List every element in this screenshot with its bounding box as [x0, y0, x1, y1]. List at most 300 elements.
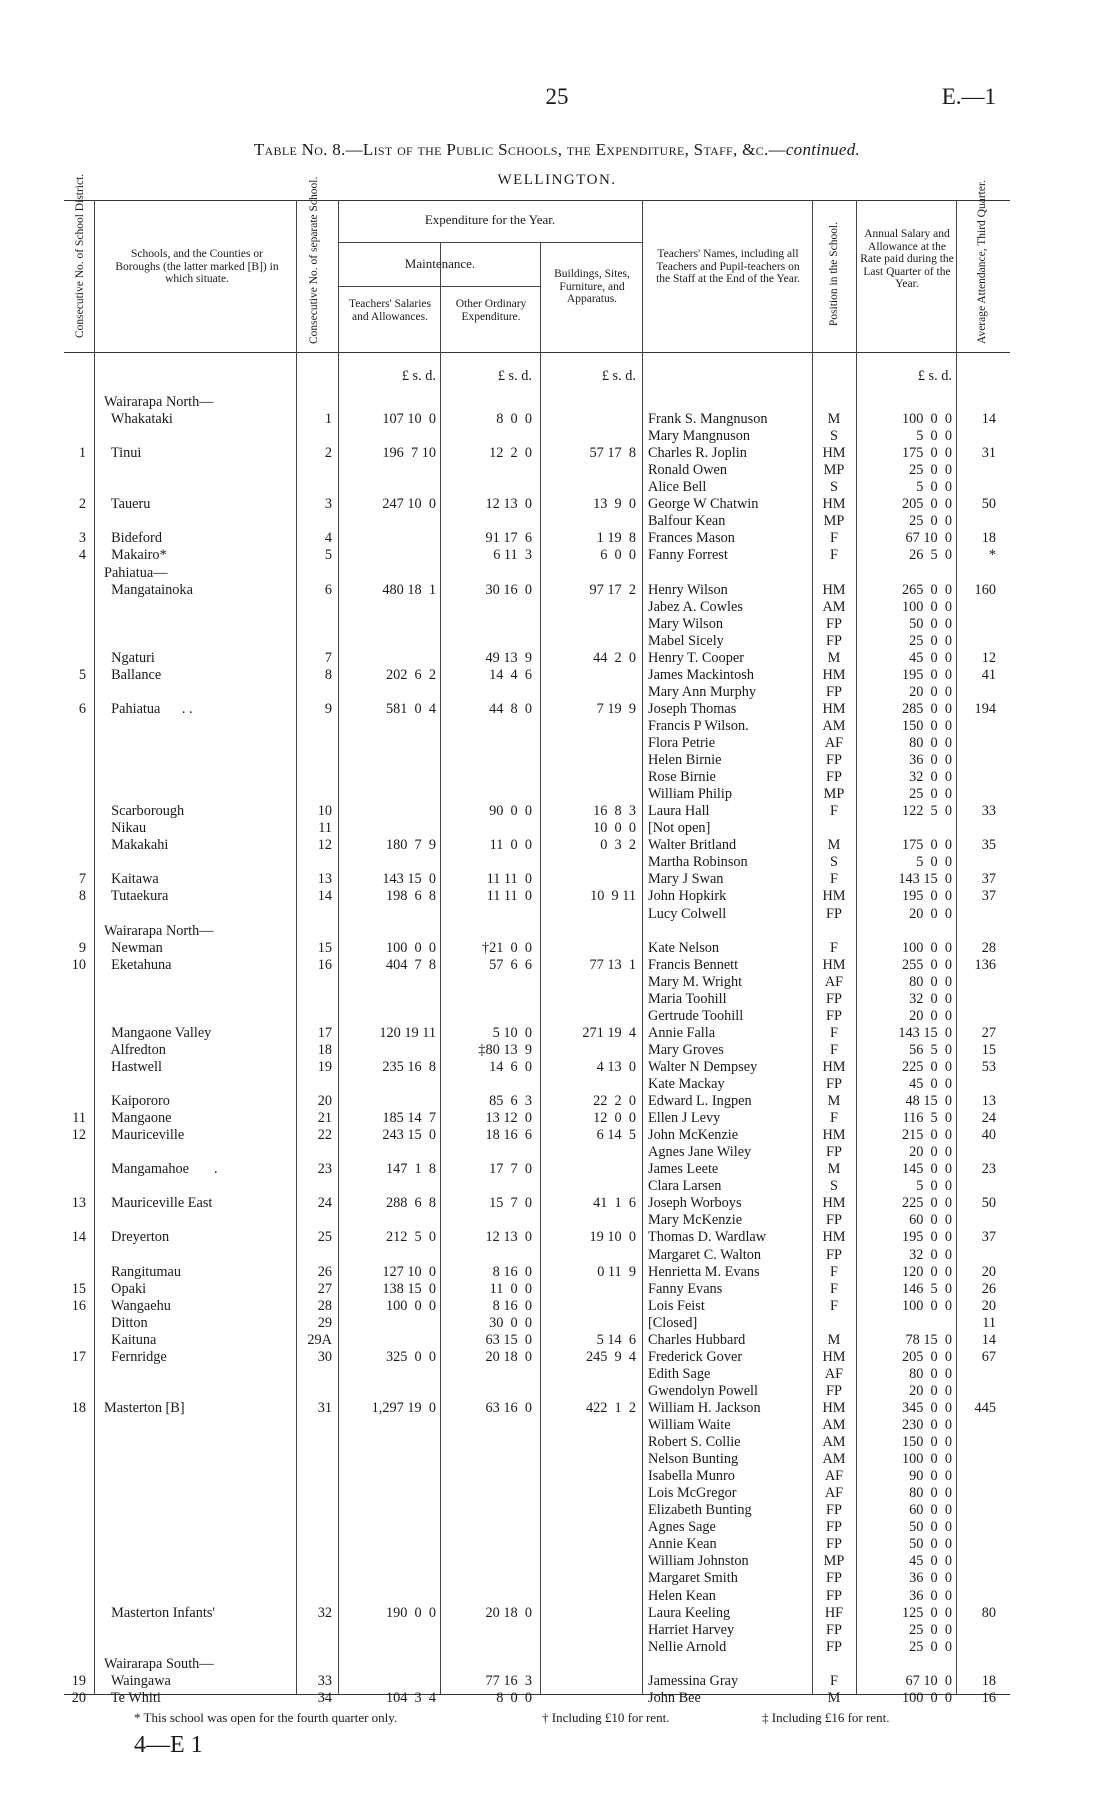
cell-teacher: George W Chatwin: [648, 496, 759, 513]
cell-other: 17 7 0: [489, 1161, 532, 1178]
cell-att: 12: [981, 649, 996, 666]
cell-dist: 13: [71, 1195, 86, 1212]
cell-pos: F: [830, 1280, 838, 1297]
cell-pos: F: [830, 1041, 838, 1058]
cell-ann: 100 0 0: [901, 939, 952, 956]
cell-other: 30 16 0: [485, 581, 532, 598]
cell-bldg: 77 13 1: [589, 956, 636, 973]
table-row: [0, 650, 1114, 667]
cell-pos: AM: [822, 1417, 846, 1433]
cell-ann: 5 0 0: [916, 479, 952, 496]
cell-ann: 5 0 0: [916, 854, 952, 871]
cell-school: Taueru: [104, 496, 151, 513]
cell-att: *: [988, 547, 996, 564]
cell-dist: 1: [78, 445, 86, 462]
cell-other: †21 0 0: [481, 939, 532, 956]
cell-dist: 14: [71, 1229, 86, 1246]
table-row: [0, 530, 1114, 547]
unit-annual: £ s. d.: [917, 368, 952, 384]
cell-sal: 288 6 8: [385, 1195, 436, 1212]
cell-pos: FP: [826, 1076, 842, 1092]
table-row: [0, 1485, 1114, 1502]
cell-ann: 122 5 0: [901, 803, 952, 820]
cell-no: 11: [318, 820, 332, 837]
cell-ann: 230 0 0: [901, 1417, 952, 1433]
cell-att: 20: [981, 1297, 996, 1314]
table-row: [0, 854, 1114, 871]
cell-ann: 25 0 0: [909, 1638, 952, 1655]
cell-ann: 80 0 0: [909, 973, 952, 990]
cell-att: 11: [982, 1314, 996, 1331]
cell-teacher: Elizabeth Bunting: [648, 1502, 752, 1519]
cell-ann: 100 0 0: [901, 411, 952, 428]
cell-bldg: 44 2 0: [593, 649, 636, 666]
cell-att: 160: [974, 581, 996, 598]
cell-other: 85 6 3: [489, 1093, 532, 1110]
table-row: [0, 701, 1114, 718]
header-other: Other Ordinary Expenditure.: [455, 298, 527, 323]
cell-pos: FP: [826, 632, 842, 649]
cell-no: 32: [317, 1604, 332, 1621]
cell-bldg: 0 11 9: [597, 1263, 636, 1280]
header-expenditure: Expenditure for the Year.: [424, 212, 556, 227]
cell-pos: M: [827, 649, 841, 666]
cell-sal: 100 0 0: [385, 939, 436, 956]
cell-teacher: Lois McGregor: [648, 1485, 737, 1502]
cell-teacher: Walter Britland: [648, 837, 737, 854]
cell-teacher: William Waite: [648, 1417, 731, 1433]
table-title-continued: continued.: [785, 140, 861, 159]
cell-no: 12: [317, 837, 332, 854]
cell-pos: FP: [826, 615, 842, 632]
cell-other: 11 11 0: [486, 888, 532, 905]
cell-dist: 20: [71, 1689, 86, 1706]
cell-pos: MP: [823, 513, 845, 530]
header-district: Consecutive No. of School District.: [74, 173, 86, 338]
table-row: [0, 633, 1114, 650]
table-row: [0, 1008, 1114, 1025]
table-row: [0, 1417, 1114, 1434]
cell-ann: 56 5 0: [909, 1041, 952, 1058]
page-number: 25: [545, 84, 569, 109]
cell-teacher: Martha Robinson: [648, 854, 748, 871]
cell-teacher: Ronald Owen: [648, 462, 728, 479]
cell-pos: F: [830, 1110, 838, 1127]
table-row: [0, 1536, 1114, 1553]
table-row: [0, 803, 1114, 820]
table-row: [0, 1076, 1114, 1093]
table-top-rule: [64, 200, 1010, 201]
cell-teacher: Flora Petrie: [648, 735, 716, 751]
cell-pos: HM: [822, 445, 846, 462]
cell-bldg: 245 9 4: [585, 1348, 636, 1365]
cell-pos: F: [830, 1297, 838, 1314]
cell-no: 22: [317, 1127, 332, 1144]
cell-att: 16: [981, 1689, 996, 1706]
table-row: [0, 1451, 1114, 1468]
cell-other: 63 15 0: [485, 1331, 532, 1348]
cell-ann: 20 0 0: [909, 905, 952, 922]
cell-pos: AM: [822, 1434, 846, 1451]
cell-teacher: Frederick Gover: [648, 1348, 743, 1365]
header-annual: Annual Salary and Allowance at the Rate paid during the Last Quarter of the Year.: [860, 228, 954, 290]
table-row: [0, 1195, 1114, 1212]
cell-teacher: Mary Wilson: [648, 615, 724, 632]
table-row: [0, 1383, 1114, 1400]
cell-pos: F: [830, 939, 838, 956]
cell-teacher: Helen Birnie: [648, 752, 722, 769]
cell-teacher: Gwendolyn Powell: [648, 1382, 758, 1399]
cell-teacher: Balfour Kean: [648, 513, 726, 530]
expenditure-rule: [338, 242, 642, 243]
cell-ann: 205 0 0: [901, 496, 952, 513]
cell-att: 194: [974, 700, 996, 717]
cell-ann: 32 0 0: [909, 990, 952, 1007]
cell-ann: 80 0 0: [909, 1365, 952, 1382]
cell-teacher: Charles R. Joplin: [648, 445, 747, 462]
cell-att: 28: [981, 939, 996, 956]
cell-teacher: Margaret Smith: [648, 1570, 738, 1587]
cell-att: 15: [981, 1041, 996, 1058]
cell-ann: 50 0 0: [909, 615, 952, 632]
cell-school: Fernridge: [104, 1348, 167, 1365]
cell-teacher: Laura Keeling: [648, 1604, 731, 1621]
cell-ann: 36 0 0: [909, 1570, 952, 1587]
table-row: [0, 428, 1114, 445]
cell-pos: FP: [826, 752, 842, 769]
cell-ann: 175 0 0: [901, 445, 952, 462]
table-row: [0, 1042, 1114, 1059]
cell-sal: 143 15 0: [382, 871, 436, 888]
cell-other: 8 16 0: [492, 1297, 532, 1314]
cell-ann: 67 10 0: [905, 1672, 952, 1689]
cell-bldg: 0 3 2: [600, 837, 636, 854]
cell-pos: AM: [822, 1451, 846, 1468]
cell-teacher: Mary J Swan: [648, 871, 724, 888]
cell-ann: 5 0 0: [916, 428, 952, 445]
cell-other: 20 18 0: [485, 1348, 532, 1365]
cell-pos: FP: [826, 1536, 842, 1553]
cell-att: 18: [981, 530, 996, 547]
cell-att: 26: [981, 1280, 996, 1297]
cell-sal: 480 18 1: [382, 581, 436, 598]
table-row: [0, 1178, 1114, 1195]
cell-teacher: Henrietta M. Evans: [648, 1263, 760, 1280]
cell-dist: 18: [71, 1399, 86, 1416]
cell-ann: 225 0 0: [901, 1195, 952, 1212]
footnote-star: * This school was open for the fourth quarter only.: [134, 1710, 398, 1725]
cell-att: 37: [981, 888, 996, 905]
cell-ann: 195 0 0: [901, 1229, 952, 1246]
cell-other: 11 0 0: [489, 1280, 532, 1297]
table-row: [0, 1144, 1114, 1161]
cell-bldg: 422 1 2: [585, 1399, 636, 1416]
cell-ann: 25 0 0: [909, 513, 952, 530]
cell-sal: 107 10 0: [382, 411, 436, 428]
cell-teacher: Rose Birnie: [648, 769, 716, 786]
cell-pos: F: [830, 803, 838, 820]
table-row: [0, 786, 1114, 803]
cell-school: Wangaehu: [104, 1297, 171, 1314]
cell-pos: AF: [824, 973, 844, 990]
cell-sal: 190 0 0: [385, 1604, 436, 1621]
cell-dist: 6: [78, 700, 86, 717]
table-row: [0, 1110, 1114, 1127]
table-row: [0, 547, 1114, 564]
cell-ann: 5 0 0: [916, 1178, 952, 1195]
cell-school: Alfredton: [104, 1041, 166, 1058]
cell-ann: 20 0 0: [909, 683, 952, 700]
cell-ann: 80 0 0: [909, 1485, 952, 1502]
cell-teacher: Mabel Sicely: [648, 632, 724, 649]
cell-att: 20: [981, 1263, 996, 1280]
table-row: [0, 1519, 1114, 1536]
header-schools: Schools, and the Counties or Boroughs (the latter marked [B]) in which situate.: [115, 248, 279, 285]
cell-teacher: Kate Mackay: [648, 1076, 725, 1092]
table-row: [0, 1570, 1114, 1587]
cell-pos: FP: [826, 1570, 842, 1587]
cell-bldg: 97 17 2: [589, 581, 636, 598]
cell-pos: M: [827, 1331, 841, 1348]
cell-att: 31: [981, 445, 996, 462]
cell-sal: 120 19 11: [379, 1024, 436, 1041]
cell-pos: M: [827, 1689, 841, 1706]
cell-teacher: John Hopkirk: [648, 888, 727, 905]
cell-sal: 104 3 4: [385, 1689, 436, 1706]
cell-teacher: Fanny Evans: [648, 1280, 723, 1297]
table-row: [0, 1212, 1114, 1229]
cell-teacher: Agnes Jane Wiley: [648, 1144, 752, 1161]
cell-sal: 147 1 8: [385, 1161, 436, 1178]
cell-other: 20 18 0: [485, 1604, 532, 1621]
cell-ann: 265 0 0: [901, 581, 952, 598]
cell-teacher: Joseph Thomas: [648, 700, 737, 717]
table-row: [0, 1588, 1114, 1605]
cell-ann: 80 0 0: [909, 735, 952, 751]
cell-att: 27: [981, 1024, 996, 1041]
cell-pos: HF: [824, 1604, 844, 1621]
cell-school: Whakataki: [104, 411, 173, 428]
cell-no: 2: [324, 445, 332, 462]
cell-pos: S: [830, 1178, 838, 1195]
cell-att: 53: [981, 1058, 996, 1075]
cell-dist: 12: [71, 1127, 86, 1144]
cell-att: 23: [981, 1161, 996, 1178]
cell-pos: MP: [823, 1553, 845, 1570]
page-reference: E.—1: [941, 84, 996, 109]
table-title: [0, 140, 1114, 160]
table-row: [0, 991, 1114, 1008]
cell-no: 5: [324, 547, 332, 564]
cell-pos: HM: [822, 700, 846, 717]
cell-att: 41: [981, 666, 996, 683]
cell-teacher: [Closed]: [648, 1314, 698, 1331]
cell-pos: F: [830, 1263, 838, 1280]
cell-teacher: Jabez A. Cowles: [648, 598, 743, 615]
cell-school: Rangitumau: [104, 1263, 182, 1280]
cell-att: 13: [981, 1093, 996, 1110]
cell-ann: 255 0 0: [901, 956, 952, 973]
cell-ann: 143 15 0: [898, 871, 952, 888]
cell-teacher: Mary M. Wright: [648, 973, 743, 990]
table-row: [0, 974, 1114, 991]
cell-sal: 100 0 0: [385, 1297, 436, 1314]
table-row: [0, 888, 1114, 905]
cell-school: Makakahi: [104, 837, 169, 854]
cell-pos: AF: [824, 1468, 844, 1485]
cell-att: 18: [981, 1672, 996, 1689]
cell-no: 21: [317, 1110, 332, 1127]
cell-teacher: Frances Mason: [648, 530, 735, 547]
cell-att: 40: [981, 1127, 996, 1144]
cell-ann: 125 0 0: [901, 1604, 952, 1621]
table-row: [0, 906, 1114, 923]
cell-sal: 325 0 0: [385, 1348, 436, 1365]
cell-pos: FP: [826, 1212, 842, 1229]
cell-teacher: Jamessina Gray: [648, 1672, 739, 1689]
cell-pos: S: [830, 428, 838, 445]
cell-bldg: 10 9 11: [590, 888, 636, 905]
cell-school: Mangamahoe .: [104, 1161, 218, 1178]
cell-ann: 195 0 0: [901, 888, 952, 905]
cell-pos: FP: [826, 1519, 842, 1536]
cell-pos: FP: [826, 905, 842, 922]
cell-no: 6: [324, 581, 332, 598]
cell-pos: FP: [826, 990, 842, 1007]
cell-teacher: Fanny Forrest: [648, 547, 728, 564]
cell-pos: S: [830, 854, 838, 871]
cell-school: Eketahuna: [104, 956, 172, 973]
cell-att: 37: [981, 871, 996, 888]
cell-pos: HM: [822, 1399, 846, 1416]
cell-teacher: John McKenzie: [648, 1127, 739, 1144]
cell-teacher: Francis P Wilson.: [648, 717, 749, 734]
cell-other: 18 16 6: [485, 1127, 532, 1144]
table-row: [0, 462, 1114, 479]
table-row: [0, 684, 1114, 701]
table-row: [0, 582, 1114, 599]
cell-pos: AF: [824, 1365, 844, 1382]
cell-no: 10: [317, 803, 332, 820]
cell-no: 30: [317, 1348, 332, 1365]
cell-school: Hastwell: [104, 1058, 162, 1075]
cell-school: Te Whiti: [104, 1689, 161, 1706]
cell-bldg: 6 14 5: [596, 1127, 636, 1144]
cell-pos: M: [827, 1161, 841, 1178]
cell-ann: 20 0 0: [909, 1144, 952, 1161]
table-header-rule: [64, 352, 1010, 353]
cell-dist: 7: [78, 871, 86, 888]
cell-pos: M: [827, 411, 841, 428]
cell-pos: F: [830, 1024, 838, 1041]
cell-dist: 15: [71, 1280, 86, 1297]
cell-att: 50: [981, 496, 996, 513]
cell-other: 49 13 9: [485, 649, 532, 666]
cell-pos: HM: [822, 1195, 846, 1212]
cell-other: 6 11 3: [493, 547, 532, 564]
cell-teacher: Frank S. Mangnuson: [648, 411, 768, 428]
cell-school: Bideford: [104, 530, 162, 547]
cell-other: 8 16 0: [492, 1263, 532, 1280]
table-row: [0, 1553, 1114, 1570]
cell-school: Newman: [104, 939, 163, 956]
cell-other: 30 0 0: [489, 1314, 532, 1331]
printer-signature: 4—E 1: [134, 1732, 203, 1758]
table-row: [0, 1690, 1114, 1707]
cell-teacher: Mary Groves: [648, 1041, 724, 1058]
cell-other: 11 0 0: [489, 837, 532, 854]
table-row: [0, 837, 1114, 854]
cell-no: 19: [317, 1058, 332, 1075]
cell-no: 27: [317, 1280, 332, 1297]
cell-sal: 247 10 0: [382, 496, 436, 513]
cell-bldg: 271 19 4: [582, 1024, 636, 1041]
cell-school: Mangaone Valley: [104, 1024, 212, 1041]
cell-no: 29: [317, 1314, 332, 1331]
cell-other: 15 7 0: [489, 1195, 532, 1212]
table-row: [0, 871, 1114, 888]
table-row: [0, 1127, 1114, 1144]
cell-teacher: William Johnston: [648, 1553, 749, 1570]
cell-other: 8 0 0: [496, 1689, 532, 1706]
table-row: [0, 1315, 1114, 1332]
cell-ann: 100 0 0: [901, 598, 952, 615]
cell-sal: 202 6 2: [385, 666, 436, 683]
cell-pos: HM: [822, 666, 846, 683]
units-row: [0, 368, 1114, 385]
cell-pos: HM: [822, 1348, 846, 1365]
cell-ann: 50 0 0: [909, 1519, 952, 1536]
cell-ann: 143 15 0: [898, 1024, 952, 1041]
table-row: [0, 667, 1114, 684]
cell-ann: 120 0 0: [901, 1263, 952, 1280]
cell-pos: MP: [823, 462, 845, 479]
cell-no: 13: [317, 871, 332, 888]
cell-school: Waingawa: [104, 1672, 171, 1689]
cell-ann: 25 0 0: [909, 632, 952, 649]
cell-bldg: 6 0 0: [600, 547, 636, 564]
cell-dist: 5: [78, 666, 86, 683]
cell-no: 3: [324, 496, 332, 513]
cell-other: 12 13 0: [485, 1229, 532, 1246]
cell-pos: M: [827, 837, 841, 854]
cell-dist: 9: [78, 939, 86, 956]
cell-no: 20: [317, 1093, 332, 1110]
cell-teacher: Thomas D. Wardlaw: [648, 1229, 767, 1246]
table-row: [0, 1502, 1114, 1519]
cell-dist: 16: [71, 1297, 86, 1314]
cell-no: 15: [317, 939, 332, 956]
table-row: [0, 1332, 1114, 1349]
cell-att: 14: [981, 1331, 996, 1348]
cell-other: 12 2 0: [489, 445, 532, 462]
table-row: [0, 940, 1114, 957]
cell-pos: HM: [822, 888, 846, 905]
table-title-main: Table No. 8.—List of the Public Schools, the Expenditure, Staff, &c.—: [253, 140, 786, 159]
cell-teacher: Margaret C. Walton: [648, 1246, 762, 1263]
cell-no: 23: [317, 1161, 332, 1178]
cell-pos: MP: [823, 786, 845, 803]
table-row: [0, 599, 1114, 616]
cell-ann: 100 0 0: [901, 1297, 952, 1314]
cell-bldg: 41 1 6: [593, 1195, 636, 1212]
cell-teacher: [Not open]: [648, 820, 711, 837]
cell-sal: 212 5 0: [385, 1229, 436, 1246]
cell-teacher: William Philip: [648, 786, 733, 803]
cell-ann: 145 0 0: [901, 1161, 952, 1178]
cell-no: 16: [317, 956, 332, 973]
cell-ann: 32 0 0: [909, 769, 952, 786]
